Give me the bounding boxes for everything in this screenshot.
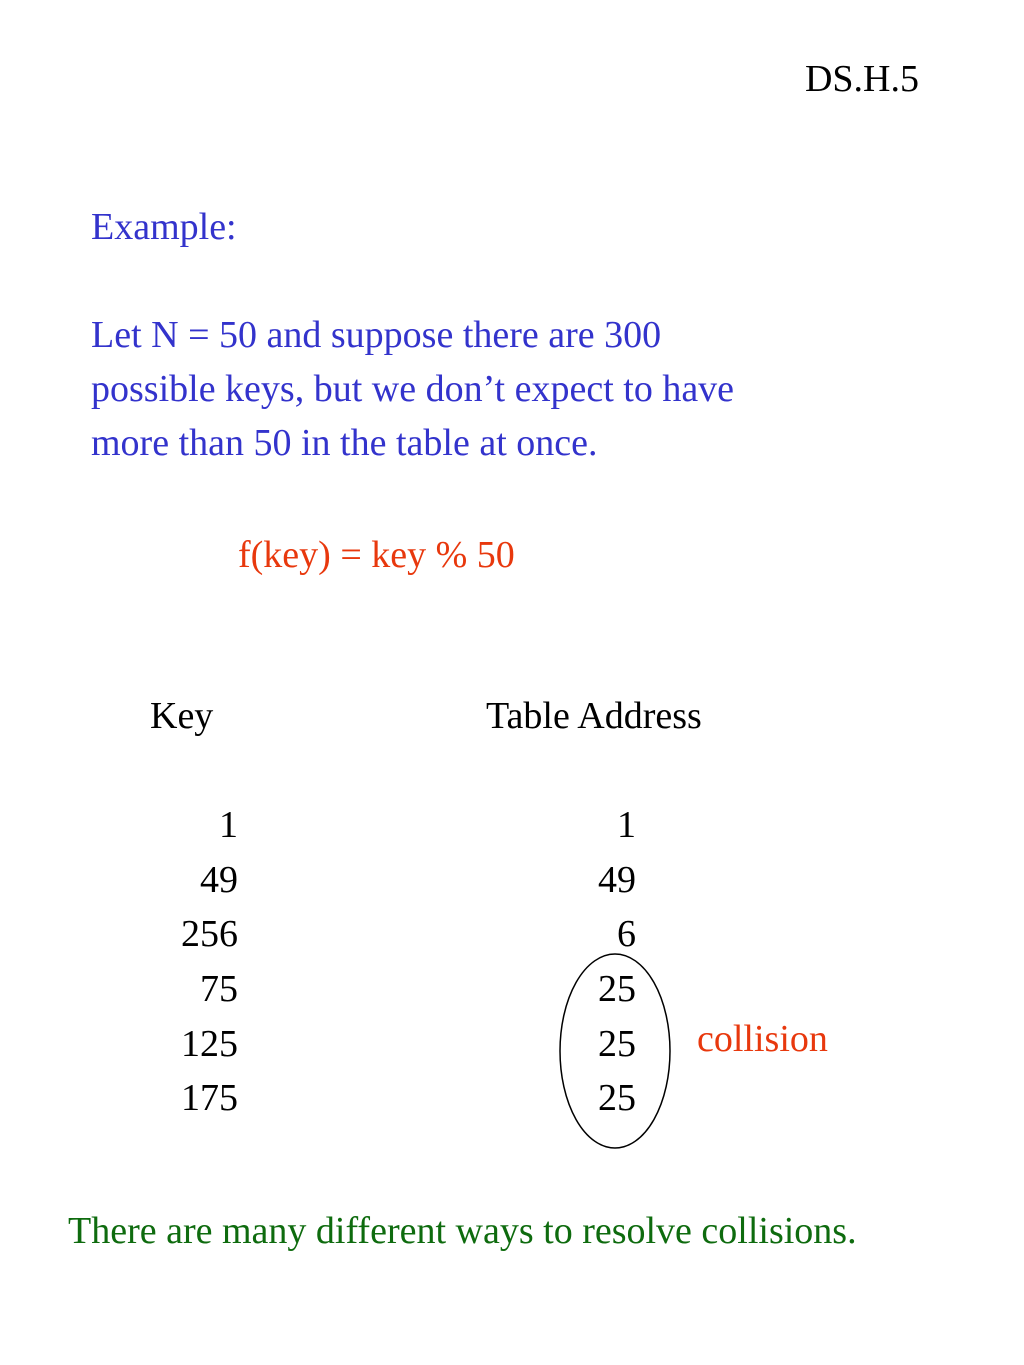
address-cell: 49 [598, 859, 636, 901]
key-cell: 256 [181, 913, 238, 955]
collision-ellipse [558, 952, 672, 1150]
intro-line: more than 50 in the table at once. [91, 422, 598, 464]
address-cell: 6 [617, 913, 636, 955]
example-heading: Example: [91, 206, 237, 248]
intro-line: Let N = 50 and suppose there are 300 [91, 314, 662, 356]
slide-number: DS.H.5 [804, 58, 919, 100]
address-column-header: Table Address [486, 695, 702, 737]
address-cell: 1 [617, 804, 636, 846]
key-cell: 1 [219, 804, 238, 846]
address-cell: 25 [598, 1077, 636, 1119]
key-column-header: Key [150, 695, 214, 737]
closing-statement: There are many different ways to resolve collisions. [68, 1210, 857, 1252]
key-cell: 75 [200, 968, 238, 1010]
key-cell: 49 [200, 859, 238, 901]
key-cell: 125 [181, 1023, 238, 1065]
collision-label: collision [697, 1018, 828, 1060]
intro-paragraph [91, 316, 734, 478]
address-cell: 25 [598, 968, 636, 1010]
intro-line: possible keys, but we don’t expect to have [91, 368, 735, 410]
key-cell: 175 [181, 1077, 238, 1119]
hash-formula: f(key) = key % 50 [238, 534, 515, 576]
address-cell: 25 [598, 1023, 636, 1065]
